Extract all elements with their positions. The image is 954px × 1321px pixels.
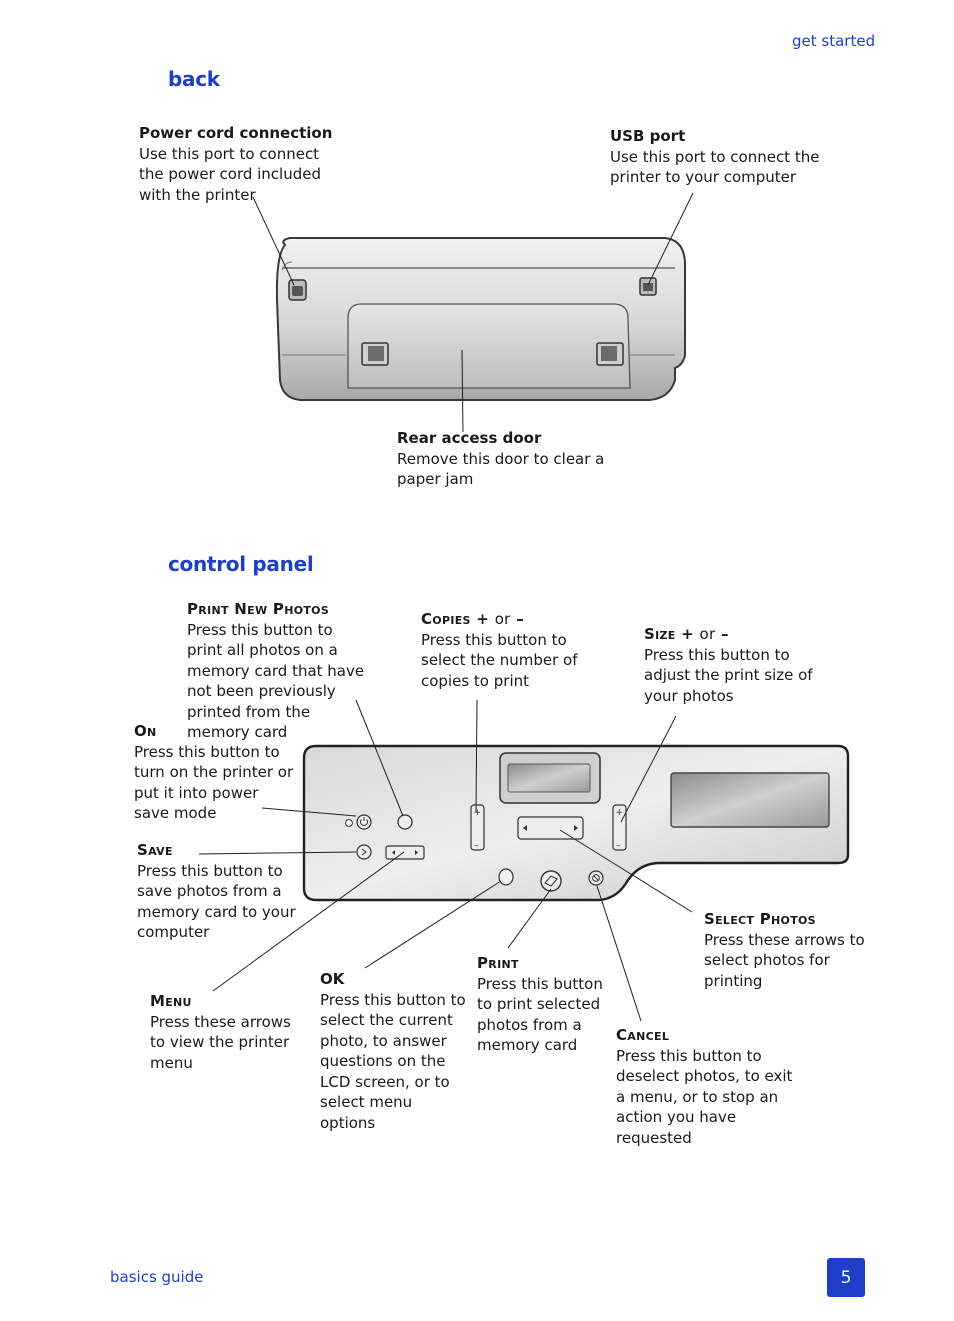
callout-title: Print	[477, 954, 519, 972]
ok-button-icon	[499, 869, 513, 885]
callout-title: Print New Photos	[187, 600, 330, 618]
callout-copies	[421, 609, 586, 691]
callout-description: Press this button to select the number of copies to print	[421, 630, 578, 690]
or-word: or	[699, 625, 716, 643]
callout-description: Press this button to print all photos on a memory card that have not been previously printed from the memory card	[187, 620, 365, 741]
card-slot-window-icon	[671, 773, 829, 827]
callout-description: Use this port to connect the printer to your computer	[610, 147, 820, 186]
callout-description: Press this button to select the current photo, to answer questions on the LCD screen, or to select menu options	[320, 990, 466, 1132]
section-title-control-panel: control panel	[168, 552, 314, 576]
lcd-screen-icon	[500, 753, 600, 803]
callout-size	[644, 624, 814, 706]
callout-cancel	[616, 1025, 796, 1148]
callout-save	[137, 840, 297, 943]
callout-title: Copies	[421, 610, 471, 628]
svg-text:–: –	[474, 841, 479, 851]
callout-description: Press these arrows to select photos for printing	[704, 930, 865, 990]
callout-title: Select Photos	[704, 910, 816, 928]
svg-text:–: –	[616, 841, 621, 851]
callout-select-photos	[704, 909, 869, 991]
callout-title: Menu	[150, 992, 192, 1010]
door-latch-left-icon	[362, 343, 388, 365]
plus-symbol: +	[476, 610, 490, 628]
size-buttons-icon	[613, 805, 626, 851]
callout-description: Press this button to adjust the print size of your photos	[644, 645, 813, 705]
callout-rear-access-door	[397, 428, 607, 490]
svg-text:+: +	[473, 808, 482, 818]
cancel-button-icon	[589, 871, 603, 885]
callout-title: OK	[320, 970, 345, 988]
callout-title: Size	[644, 625, 676, 643]
save-button-icon	[357, 845, 371, 859]
page-number-badge: 5	[827, 1258, 865, 1297]
callout-title: Power cord connection	[139, 124, 333, 142]
print-new-photos-button-icon	[398, 815, 412, 829]
minus-symbol: –	[721, 625, 729, 643]
callout-description: Press these arrows to view the printer menu	[150, 1012, 291, 1072]
callout-title: Save	[137, 841, 173, 859]
section-title-back: back	[168, 67, 220, 91]
power-port-icon	[289, 280, 306, 300]
control-panel-illustration	[304, 746, 848, 900]
or-word: or	[494, 610, 511, 628]
callout-title: Rear access door	[397, 429, 542, 447]
callout-title: Cancel	[616, 1026, 670, 1044]
callout-description: Press this button to deselect photos, to exit a menu, or to stop an action you have requested	[616, 1046, 793, 1147]
svg-text:+: +	[615, 808, 624, 818]
callout-description: Remove this door to clear a paper jam	[397, 449, 605, 488]
callout-title-row	[421, 609, 586, 630]
callout-title-row	[644, 624, 814, 645]
minus-symbol: –	[516, 610, 524, 628]
callout-title: On	[134, 722, 157, 740]
usb-port-icon	[640, 278, 656, 295]
callout-power-cord	[139, 123, 339, 205]
printer-back-illustration	[277, 238, 685, 400]
plus-symbol: +	[681, 625, 694, 643]
callout-on	[134, 721, 294, 824]
select-photos-arrows-icon	[518, 817, 583, 839]
callout-ok	[320, 969, 472, 1133]
callout-description: Use this port to connect the power cord included with the printer	[139, 144, 321, 204]
callout-print	[477, 953, 617, 1056]
footer-guide-name: basics guide	[110, 1268, 204, 1286]
menu-arrows-icon	[386, 846, 424, 859]
callout-title: USB port	[610, 127, 686, 145]
callout-description: Press this button to print selected photos from a memory card	[477, 974, 603, 1054]
door-latch-right-icon	[597, 343, 623, 365]
callout-description: Press this button to save photos from a memory card to your computer	[137, 861, 296, 941]
callout-description: Press this button to turn on the printer or put it into power save mode	[134, 742, 294, 822]
running-head: get started	[792, 32, 876, 50]
print-button-icon	[541, 871, 561, 891]
callout-menu	[150, 991, 310, 1073]
copies-buttons-icon	[471, 805, 484, 851]
callout-usb-port	[610, 126, 820, 188]
